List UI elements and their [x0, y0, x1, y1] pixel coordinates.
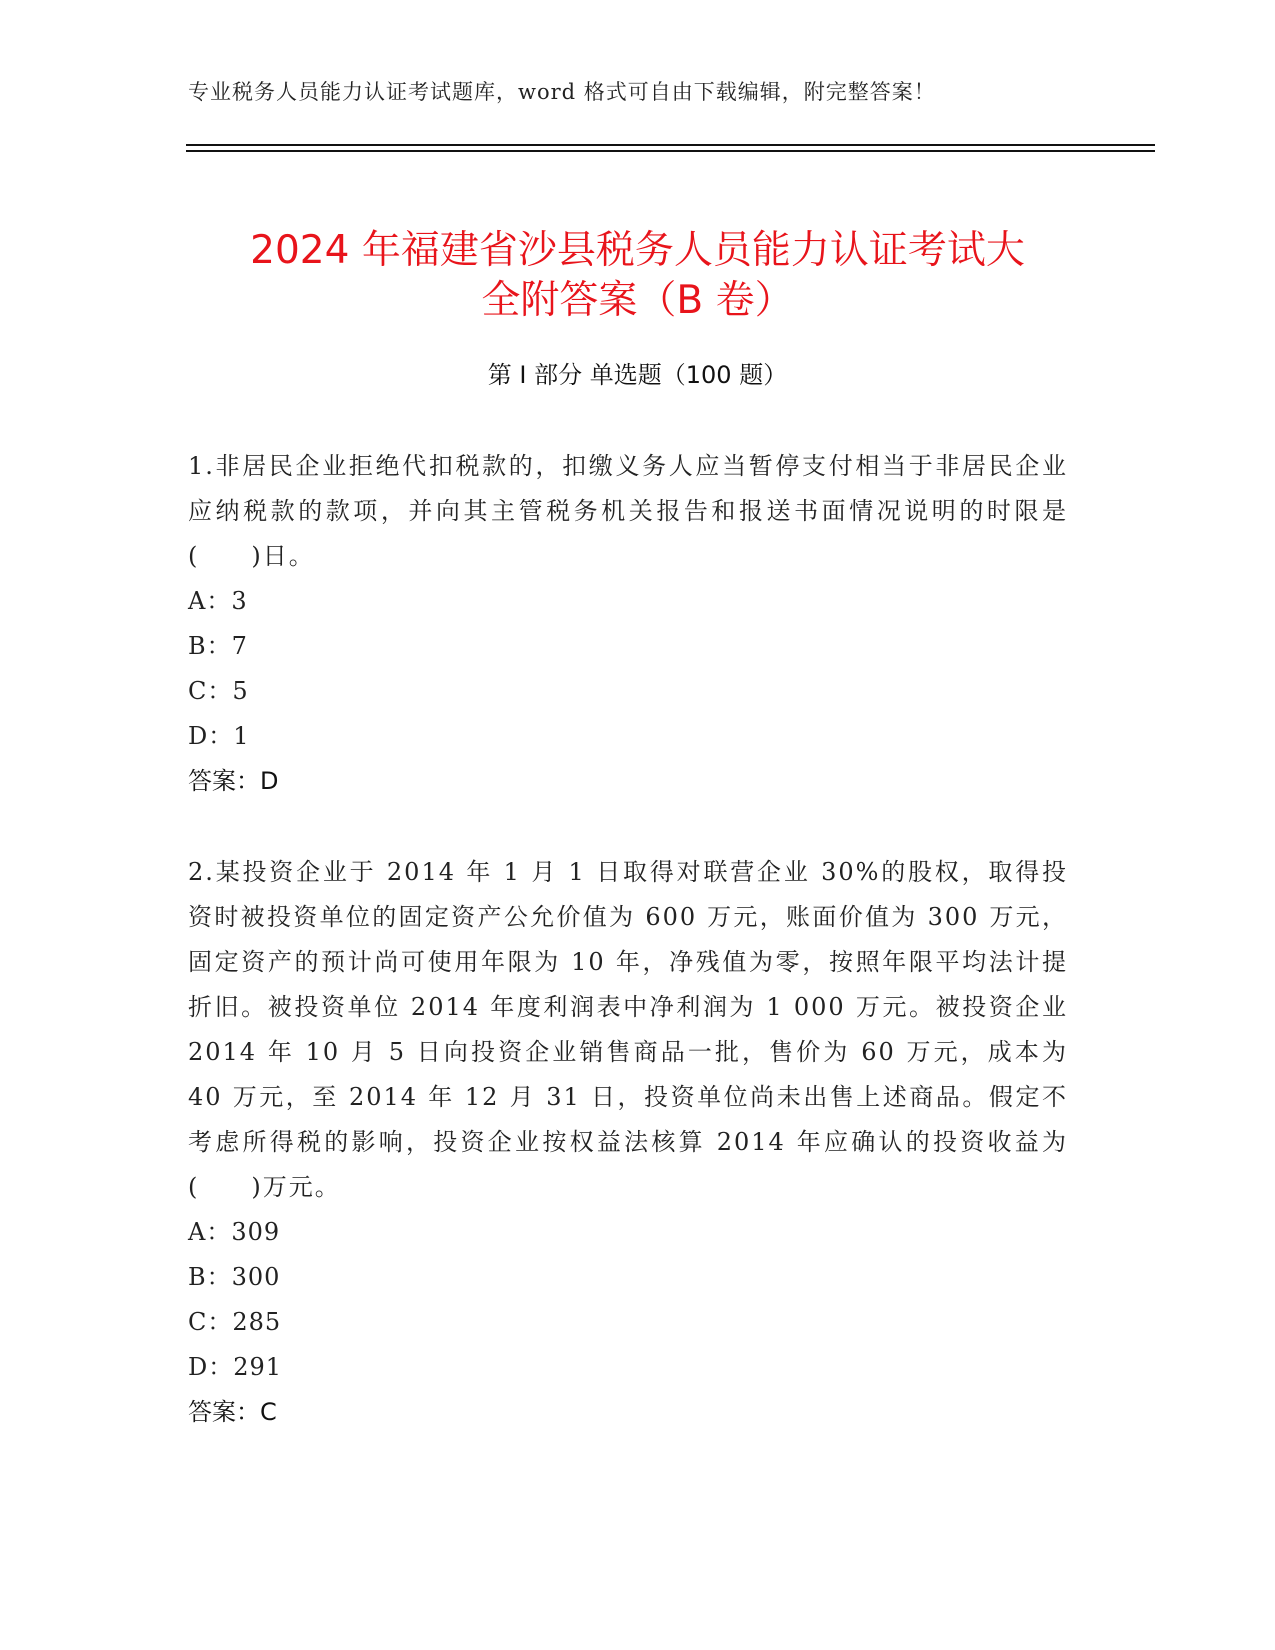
- option-c: C：5: [188, 677, 249, 705]
- question-2: [188, 850, 1068, 1435]
- option-a: A：3: [188, 587, 248, 615]
- document-title: [150, 226, 1125, 326]
- document-title-line-1: 2024 年福建省沙县税务人员能力认证考试大: [250, 228, 1025, 274]
- option-a: A：309: [188, 1218, 281, 1246]
- option-b: B：7: [188, 632, 248, 660]
- answer: 答案：D: [188, 767, 279, 795]
- question-stem: 1.非居民企业拒绝代扣税款的，扣缴义务人应当暂停支付相当于非居民企业应纳税款的款项，并向其主管税务机关报告和报送书面情况说明的时限是( )日。: [188, 452, 1068, 570]
- question-stem: 2.某投资企业于 2014 年 1 月 1 日取得对联营企业 30%的股权，取得投资时被投资单位的固定资产公允价值为 600 万元，账面价值为 300 万元，固定资产的预计尚可使用年限为 10 年，净残值为零，按照年限平均法计提折旧。被投资单位 2014 年度利润表中净利润为 1 000 万元。被投资企业 2014 年 10 月 5 日向投资企业销售商品一批，售价为 60 万元，成本为 40 万元，至 2014 年 12 月 31 日，投资单位尚未出售上述商品。假定不考虑所得税的影响，投资企业按权益法核算 2014 年应确认的投资收益为( )万元。: [188, 858, 1068, 1201]
- header-note: 专业税务人员能力认证考试题库，word 格式可自由下载编辑，附完整答案！: [188, 80, 936, 104]
- answer: 答案：C: [188, 1398, 277, 1426]
- question-1: [188, 444, 1068, 804]
- option-b: B：300: [188, 1263, 281, 1291]
- section-title: 第 I 部分 单选题（100 题）: [487, 361, 788, 389]
- header-rule-top: [186, 144, 1155, 146]
- option-d: D：291: [188, 1353, 283, 1381]
- option-d: D：1: [188, 722, 250, 750]
- document-title-line-2: 全附答案（B 卷）: [481, 278, 794, 324]
- header-rule-bottom: [186, 150, 1155, 152]
- option-c: C：285: [188, 1308, 282, 1336]
